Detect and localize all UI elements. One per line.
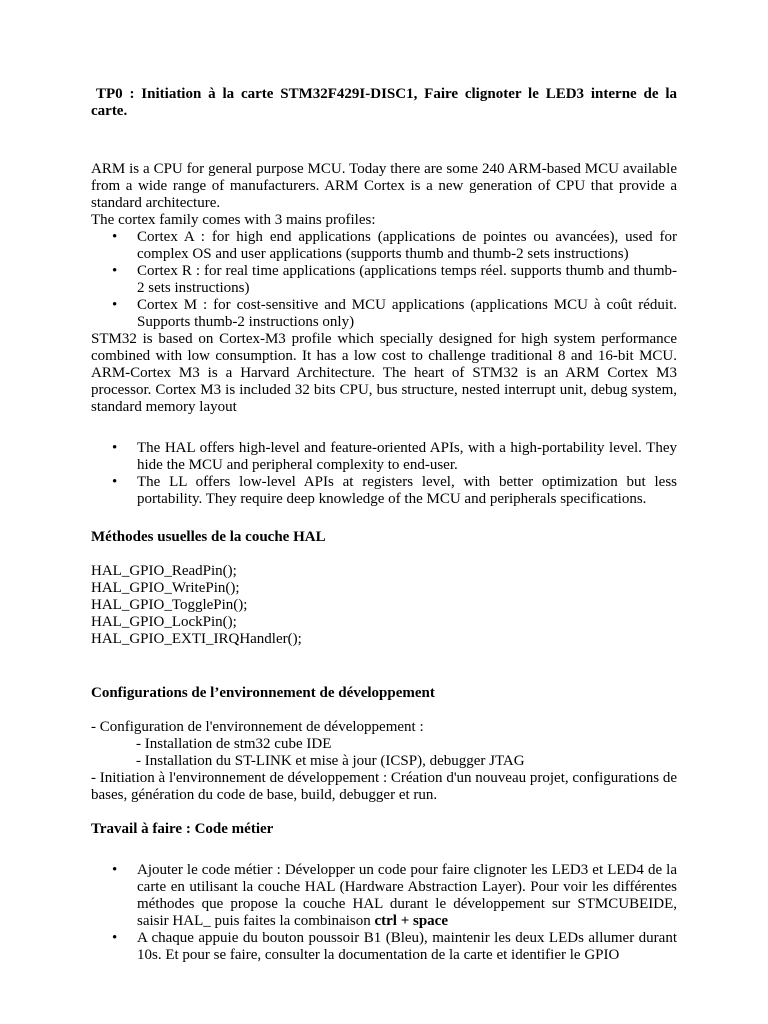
config-line-2: - Initiation à l'environnement de développement : Création d'un nouveau projet, configurations de bases, génération du code de base, build, debugger et run. bbox=[91, 770, 677, 803]
list-item: HAL_GPIO_TogglePin(); bbox=[91, 597, 248, 613]
intro-paragraph-1: ARM is a CPU for general purpose MCU. Today there are some 240 ARM-based MCU available from a wide range of manufacturers. ARM Cortex is a new generation of CPU that provide a standard architecture. bbox=[91, 161, 677, 211]
shortcut-text: ctrl + space bbox=[374, 913, 448, 929]
hal-methods-list bbox=[91, 563, 677, 648]
list-item: HAL_GPIO_ReadPin(); bbox=[91, 563, 237, 579]
config-sub-1: - Installation de stm32 cube IDE bbox=[136, 736, 332, 752]
document-body bbox=[91, 86, 677, 964]
cortex-profiles-list bbox=[91, 229, 677, 331]
list-item: HAL_GPIO_EXTI_IRQHandler(); bbox=[91, 631, 302, 647]
intro-paragraph-2: The cortex family comes with 3 mains profiles: bbox=[91, 212, 376, 228]
config-sub-2: - Installation du ST-LINK et mise à jour (ICSP), debugger JTAG bbox=[136, 753, 525, 769]
list-item: HAL_GPIO_LockPin(); bbox=[91, 614, 237, 630]
config-line-1: - Configuration de l'environnement de développement : bbox=[91, 719, 424, 735]
work-heading: Travail à faire : Code métier bbox=[91, 821, 274, 837]
stm32-paragraph: STM32 is based on Cortex-M3 profile which specially designed for high system performance combined with low consumption. It has a low cost to challenge traditional 8 and 16-bit MCU. ARM-Cortex M3 is a Harvard Architecture. The heart of STM32 is an ARM Cortex M3 processor. Cortex M3 is included 32 bits CPU, bus structure, nested interrupt unit, debug system, standard memory layout bbox=[91, 331, 677, 415]
page-title: TP0 : Initiation à la carte STM32F429I-DISC1, Faire clignoter le LED3 interne de la carte. bbox=[91, 86, 677, 119]
config-heading: Configurations de l’environnement de développement bbox=[91, 685, 435, 701]
hal-methods-heading: Méthodes usuelles de la couche HAL bbox=[91, 529, 326, 545]
hal-ll-list bbox=[91, 440, 677, 508]
list-item: • Cortex R : for real time applications (applications temps réel. supports thumb and thumb-2 sets instructions) bbox=[91, 263, 677, 297]
list-item: • The HAL offers high-level and feature-oriented APIs, with a high-portability level. They hide the MCU and peripheral complexity to end-user. bbox=[91, 440, 677, 474]
list-item: • The LL offers low-level APIs at registers level, with better optimization but less portability. They require deep knowledge of the MCU and peripherals specifications. bbox=[91, 474, 677, 508]
list-item: HAL_GPIO_WritePin(); bbox=[91, 580, 240, 596]
work-list bbox=[91, 862, 677, 964]
list-item: • A chaque appuie du bouton poussoir B1 (Bleu), maintenir les deux LEDs allumer durant 10s. Et pour se faire, consulter la documentation de la carte et identifier le GPIO bbox=[91, 930, 677, 964]
list-item: • Cortex A : for high end applications (applications de pointes ou avancées), used for complex OS and user applications (supports thumb and thumb-2 sets instructions) bbox=[91, 229, 677, 263]
list-item: • Cortex M : for cost-sensitive and MCU applications (applications MCU à coût réduit. Supports thumb-2 instructions only) bbox=[91, 297, 677, 331]
work-item-1-text: Ajouter le code métier : Développer un code pour faire clignoter les LED3 et LED4 de la carte en utilisant la couche HAL (Hardware Abstraction Layer). Pour voir les différentes méthodes que propose la couche HAL durant le développement sur STMCUBEIDE, saisir HAL_ puis faites la combinaison bbox=[137, 862, 677, 929]
list-item bbox=[91, 862, 677, 930]
